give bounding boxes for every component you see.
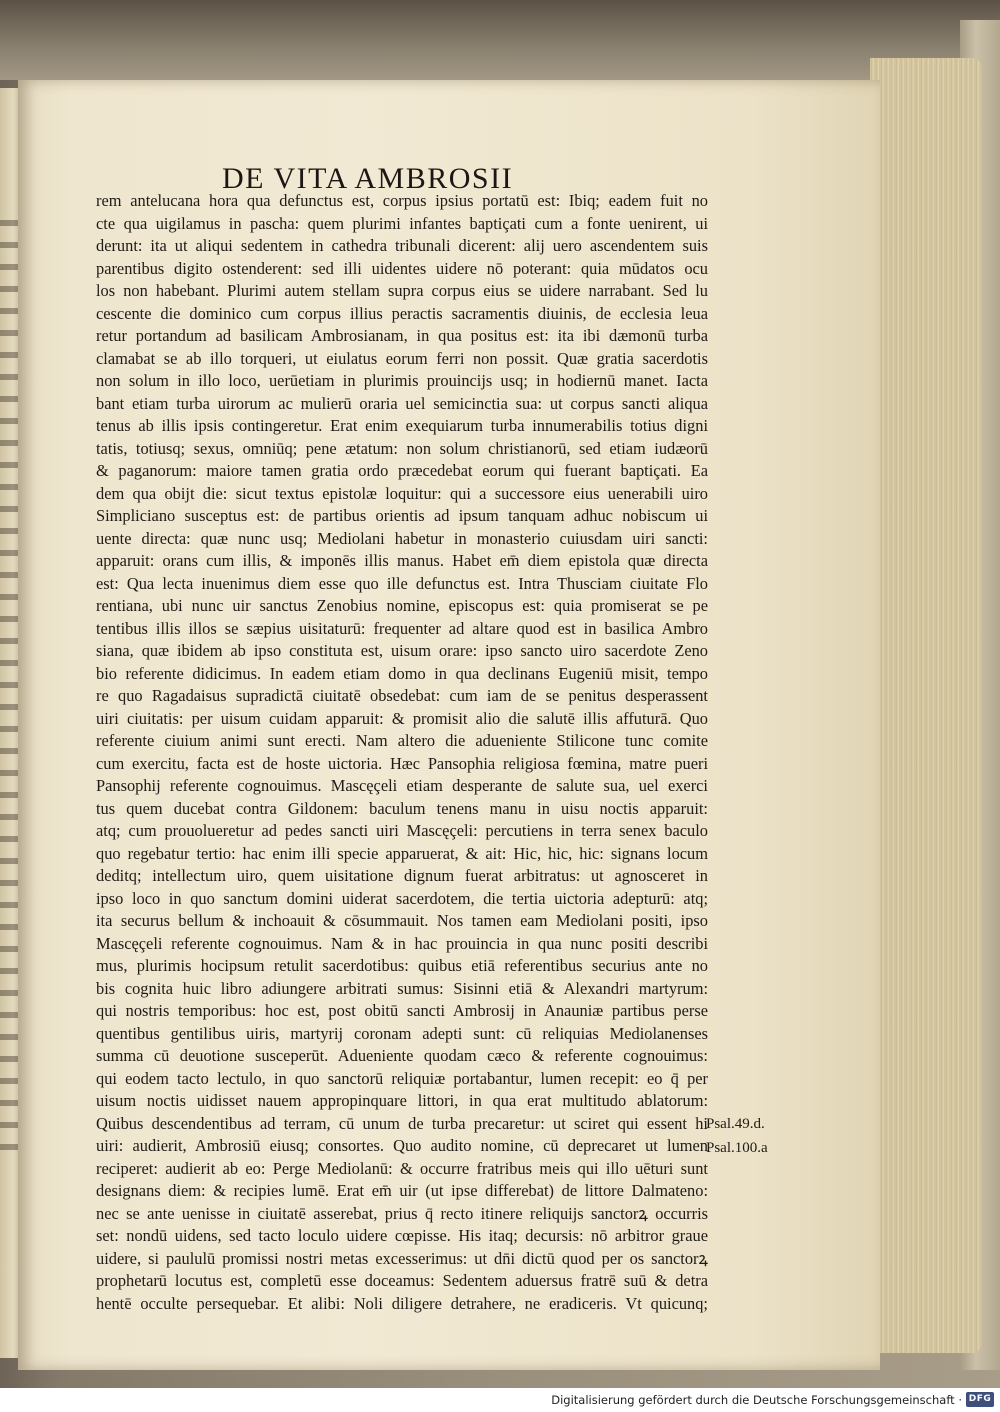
text-line: summa cū deuotione susceperūt. Adueniente quodam cæco & referente cognouimus:	[96, 1046, 708, 1065]
text-line: uiri: audierit, Ambrosiū eiusq; consortes. Quo audito nomine, cū deprecaret ut lumen	[96, 1136, 708, 1155]
text-line: Simpliciano susceptus est: de partibus orientis ad ipsum tanquam adhuc nobiscum ui	[96, 506, 708, 525]
text-line: deditq; intellectum uiro, quem uisitatione dignum fuerat arbitratus: ut agnosceret in	[96, 866, 708, 885]
text-line: mus, plurimis hocipsum retulit sacerdotibus: quibus etiā referentibus securius ante no	[96, 956, 708, 975]
margin-note: Psal.49.d.	[706, 1116, 765, 1132]
text-line: cum exercitu, facta est de hoste uictoria. Hæc Pansophia religiosa fœmina, matre pueri	[96, 753, 708, 773]
text-line: clamabat se ab illo torqueri, ut eiulatus eorum ferri non possit. Quæ gratia sacerdotis	[96, 348, 708, 368]
footer-credit: Digitalisierung gefördert durch die Deutsche Forschungsgemeinschaft ·	[551, 1393, 962, 1407]
text-line: apparuit: orans cum illis, & imponēs illis manus. Habet em̄ diem epistola quæ directa	[96, 551, 708, 570]
text-line: retur portandum ad basilicam Ambrosianam, in qua positus est: ita ibi dæmonū turba	[96, 326, 708, 345]
text-line: Mascęçeli referente cognouimus. Nam & in hac prouincia in qua nunc positi describi	[96, 933, 708, 953]
text-line: bant etiam turba uirorum ac mulierū oraria uel semicinctia sua: ut corpus sancti aliqua	[96, 393, 708, 413]
text-line: uiri ciuitatis: per uisum cuidam apparuit: & promisit alio die salutē illis affuturā. Quo	[96, 708, 708, 728]
text-line: uidere, si paululū promissi nostri metas excesserimus: ut dn̄i dictū quod per os sanctorꝝ	[96, 1248, 708, 1268]
text-line: derunt: ita ut aliqui sedentem in cathedra tribunali dicerent: alij uero ascendentem suis	[96, 236, 708, 255]
text-line: nec se ante uenisse in ciuitatē asserebat, prius q̄ recto itinere reliquijs sanctorꝝ occurris	[96, 1203, 708, 1223]
margin-notes	[706, 1112, 796, 1160]
footer-bar	[0, 1388, 1000, 1412]
text-line: tatis, totiusq; sexus, omniūq; pene ætatum: non solum christianorū, sed etiam iudæorū	[96, 438, 708, 458]
text-line: re quo Ragadaisus supradictā ciuitatē obsedebat: cum iam de se penitus desperassent	[96, 686, 708, 705]
text-line: reciperet: audierit ab eo: Perge Mediolanū: & occurre fratribus meis qui illo uēturi sunt	[96, 1158, 708, 1178]
dfg-logo: DFG	[966, 1392, 994, 1407]
text-line: quo regebatur tertio: hac enim illi specie apparuerat, & ait: Hic, hic, hic: signans locum	[96, 843, 708, 863]
text-line: cescente die dominico cum corpus illius peractis sacramentis diuinis, de ecclesia leua	[96, 303, 708, 323]
text-line: rentiana, ubi nunc uir sanctus Zenobius nomine, episcopus est: quia promiserat se pe	[96, 596, 708, 615]
text-line: los non habebant. Plurimi autem stellam supra corpus eius se uidere narrabant. Sed lu	[96, 281, 708, 300]
text-line: Quibus descendentibus ad terram, cū unum de turba precaretur: ut sciret qui essent hi	[96, 1113, 708, 1133]
text-line: rem antelucana hora qua defunctus est, corpus ipsius portatū est: Ibiq; eadem fuit no	[96, 191, 708, 210]
text-line: est: Qua lecta inuenimus diem esse quo ille defunctus est. Intra Thusciam ciuitate Flo	[96, 573, 708, 593]
text-line: atq; cum prouolueretur ad pedes sancti uiri Mascęçeli: percutiens in terra senex baculo	[96, 821, 708, 840]
text-line: tentibus illis illos se sæpius uisitaturū: frequenter ad altare quod est in basilica Ambro	[96, 618, 708, 638]
text-line: & paganorum: maiore tamen gratia ordo præcedebat eorum qui fuerant baptiçati. Ea	[96, 461, 708, 480]
text-line: bis cognita huic libro adiungere arbitrati sumus: Sisinni etiā & Alexandri martyrum:	[96, 978, 708, 998]
book-top-edge	[0, 0, 1000, 80]
text-line: siana, quæ ibidem ab ipso constituta est, uisum orare: ipso sancto uiro sacerdote Zeno	[96, 641, 708, 660]
text-line: qui eodem tacto lectulo, in quo sanctorū reliquiæ portabantur, lumen recepit: eo q̄ per	[96, 1068, 708, 1088]
text-line: designans diem: & recipies lumē. Erat em̄ uir (ut ipse differebat) de littore Dalmateno:	[96, 1181, 708, 1200]
text-line: ita securus bellum & inchoauit & cōsummauit. Nos tamen eam Mediolani positi, ipso	[96, 911, 708, 930]
page-edges	[870, 58, 982, 1353]
text-line: parentibus digito ostenderent: sed illi uidentes uidere nō poterant: quia mūdatos ocu	[96, 258, 708, 278]
text-line: quentibus gentilibus uiris, martyrij coronam adepti sunt: cū reliquias Mediolanenses	[96, 1023, 708, 1043]
text-line: uisum noctis uidisset nauem appropinquare littori, in qua erat multitudo ablatorum:	[96, 1091, 708, 1110]
text-line: Pansophij referente cognouimus. Mascęçeli etiam desperante de salute sua, uel exerci	[96, 776, 708, 795]
text-line: tenus ab illis ipsis contingeretur. Erat enim exequiarum turba innumerabilis totius digni	[96, 416, 708, 435]
text-line: cte qua uigilamus in pascha: quem plurimi infantes baptiçati cum a fonte uenirent, ui	[96, 213, 708, 233]
margin-note: Psal.100.a	[706, 1140, 768, 1156]
text-line: hentē occulte persequebar. Et alibi: Noli diligere detrahere, ne eradiceris. Vt quicunq;	[96, 1293, 708, 1313]
text-line: set: nondū uidens, sed tacto loculo uidere cœpisse. His itaq; decursis: nō arbitror graue	[96, 1226, 708, 1245]
text-line: uente directa: quæ nunc usq; Mediolani habetur in monasterio cuiusdam uiri sancti:	[96, 528, 708, 548]
text-line: ipso loco in quo sanctum domini uiderat sacerdotem, die tertia uictoria adepturū: atq;	[96, 888, 708, 908]
text-line: qui nostris temporibus: hoc est, post obitū sancti Ambrosij in Anauniæ partibus perse	[96, 1001, 708, 1020]
page-running-head: DE VITA AMBROSII	[222, 162, 514, 195]
text-line: bio referente didicimus. In eadem etiam domo in qua declinans Eugeniū misit, tempo	[96, 663, 708, 683]
text-line: referente ciuium animi sunt erecti. Nam altero die adueniente Stilicone tunc comite	[96, 731, 708, 750]
text-line: tus quem ducebat contra Gildonem: baculum tenens manu in uisu noctis apparuit:	[96, 798, 708, 818]
text-line: prophetarū locutus est, completū esse doceamus: Sedentem aduersus fratrē suū & detra	[96, 1271, 708, 1290]
page-text-block	[96, 190, 708, 1315]
text-line: dem qua obijt die: sicut textus epistolæ loquitur: qui a successore eius uenerabili uiro	[96, 483, 708, 503]
text-line: non solum in illo loco, uerūetiam in plurimis prouincijs usq; in hodiernū manet. Iacta	[96, 371, 708, 390]
